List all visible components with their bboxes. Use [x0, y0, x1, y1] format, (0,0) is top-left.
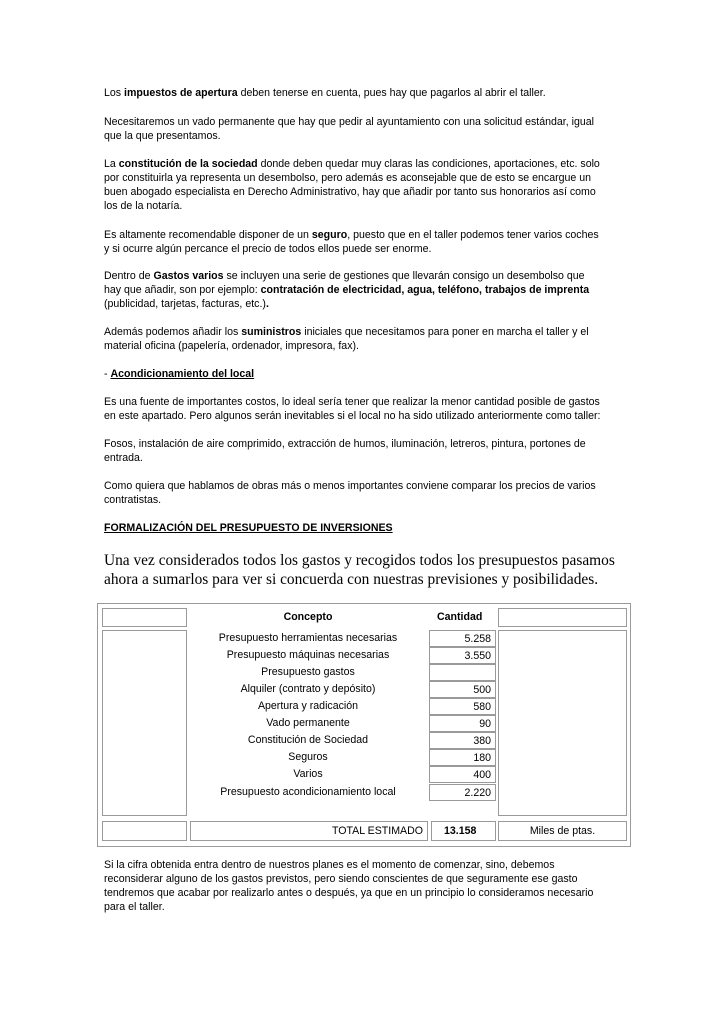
paragraph-impuestos: Los impuestos de apertura deben tenerse en cuenta, pues hay que pagarlos al abrir el taller. — [104, 87, 546, 99]
paragraph-conclusion: Si la cifra obtenida entra dentro de nuestros planes es el momento de comenzar, sino, debemos reconsiderar alguno de los gastos previstos, pero siendo conscientes de que seguramente ese gasto tendremos que acabar por realizarlo antes o después, ya que en un principio lo consideramos necesario para el taller. — [104, 859, 594, 913]
table-row-concepto: Presupuesto acondicionamiento local — [220, 786, 396, 798]
table-row-concepto: Alquiler (contrato y depósito) — [240, 683, 376, 695]
table-row-concepto: Vado permanente — [266, 717, 350, 729]
table-header-concepto: Concepto — [283, 611, 333, 623]
paragraph-vado: Necesitaremos un vado permanente que hay que pedir al ayuntamiento con una solicitud estándar, igual que la que presentamos. — [104, 116, 594, 142]
table-row-cantidad: 500 — [429, 681, 496, 698]
table-row-cantidad: 5.258 — [429, 630, 496, 647]
table-header-cantidad: Cantidad — [437, 611, 483, 623]
total-value: 13.158 — [431, 821, 496, 841]
paragraph-suministros: Además podemos añadir los suministros iniciales que necesitamos para poner en marcha el taller y el material oficina (papelería, ordenador, impresora, fax). — [104, 326, 589, 352]
section-formalizacion: FORMALIZACIÓN DEL PRESUPUESTO DE INVERSIONES — [104, 522, 393, 534]
table-cell-empty — [102, 608, 187, 627]
table-cell-empty — [498, 630, 627, 816]
paragraph-gastos-varios: Dentro de Gastos varios se incluyen una serie de gestiones que llevarán consigo un desembolso que hay que añadir, son por ejemplo: contratación de electricidad, agua, teléfono, trabajos de imprenta (publicidad, tarjetas, facturas, etc.). — [104, 270, 590, 310]
paragraph-fosos: Fosos, instalación de aire comprimido, extracción de humos, iluminación, letreros, pintura, portones de entrada. — [104, 438, 586, 464]
paragraph-contratistas: Como quiera que hablamos de obras más o menos importantes conviene comparar los precios de varios contratistas. — [104, 480, 596, 506]
table-row-concepto: Constitución de Sociedad — [247, 734, 369, 746]
table-row-cantidad: 3.550 — [429, 647, 496, 664]
table-row-cantidad: 400 — [429, 766, 496, 783]
table-cell-empty — [102, 821, 187, 841]
table-row-concepto: Apertura y radicación — [257, 700, 359, 712]
section-acondicionamiento: - Acondicionamiento del local — [104, 368, 255, 380]
table-cell-empty — [498, 608, 627, 627]
table-row-cantidad: 90 — [429, 715, 496, 732]
paragraph-costos: Es una fuente de importantes costos, lo ideal sería tener que realizar la menor cantidad posible de gastos en este apartado. Pero algunos serán inevitables si el local no ha sido utilizado anteriormente como taller: — [104, 396, 601, 422]
paragraph-sociedad: La constitución de la sociedad donde deben quedar muy claras las condiciones, aportaciones, etc. solo por constituirla ya representa un desembolso, pero además es aconsejable que de esto se encargue un buen abogado especialista en Derecho Administrativo, hay que añadir por tanto sus honorarios así como los de la notaría. — [104, 158, 600, 212]
table-row-cantidad: 580 — [429, 698, 496, 715]
table-row-concepto: Varios — [293, 768, 323, 780]
paragraph-seguro: Es altamente recomendable disponer de un seguro, puesto que en el taller podemos tener varios coches y si ocurre algún percance el precio de todos ellos puede ser enorme. — [104, 229, 599, 255]
total-unit: Miles de ptas. — [498, 821, 627, 841]
table-row-concepto: Presupuesto máquinas necesarias — [226, 649, 390, 661]
total-label: TOTAL ESTIMADO — [190, 821, 428, 841]
budget-table — [97, 603, 631, 847]
table-row-cantidad — [429, 664, 496, 681]
table-row-concepto: Seguros — [288, 751, 328, 763]
table-cell-empty — [102, 630, 187, 816]
table-row-concepto: Presupuesto gastos — [261, 666, 355, 678]
table-row-cantidad: 2.220 — [429, 784, 496, 801]
table-row-cantidad: 380 — [429, 732, 496, 749]
table-row-cantidad: 180 — [429, 749, 496, 766]
table-row-concepto: Presupuesto herramientas necesarias — [218, 632, 398, 644]
paragraph-sumarlos: Una vez considerados todos los gastos y recogidos todos los presupuestos pasamos ahora a sumarlos para ver si concuerda con nuestras previsiones y posibilidades. — [104, 552, 615, 588]
